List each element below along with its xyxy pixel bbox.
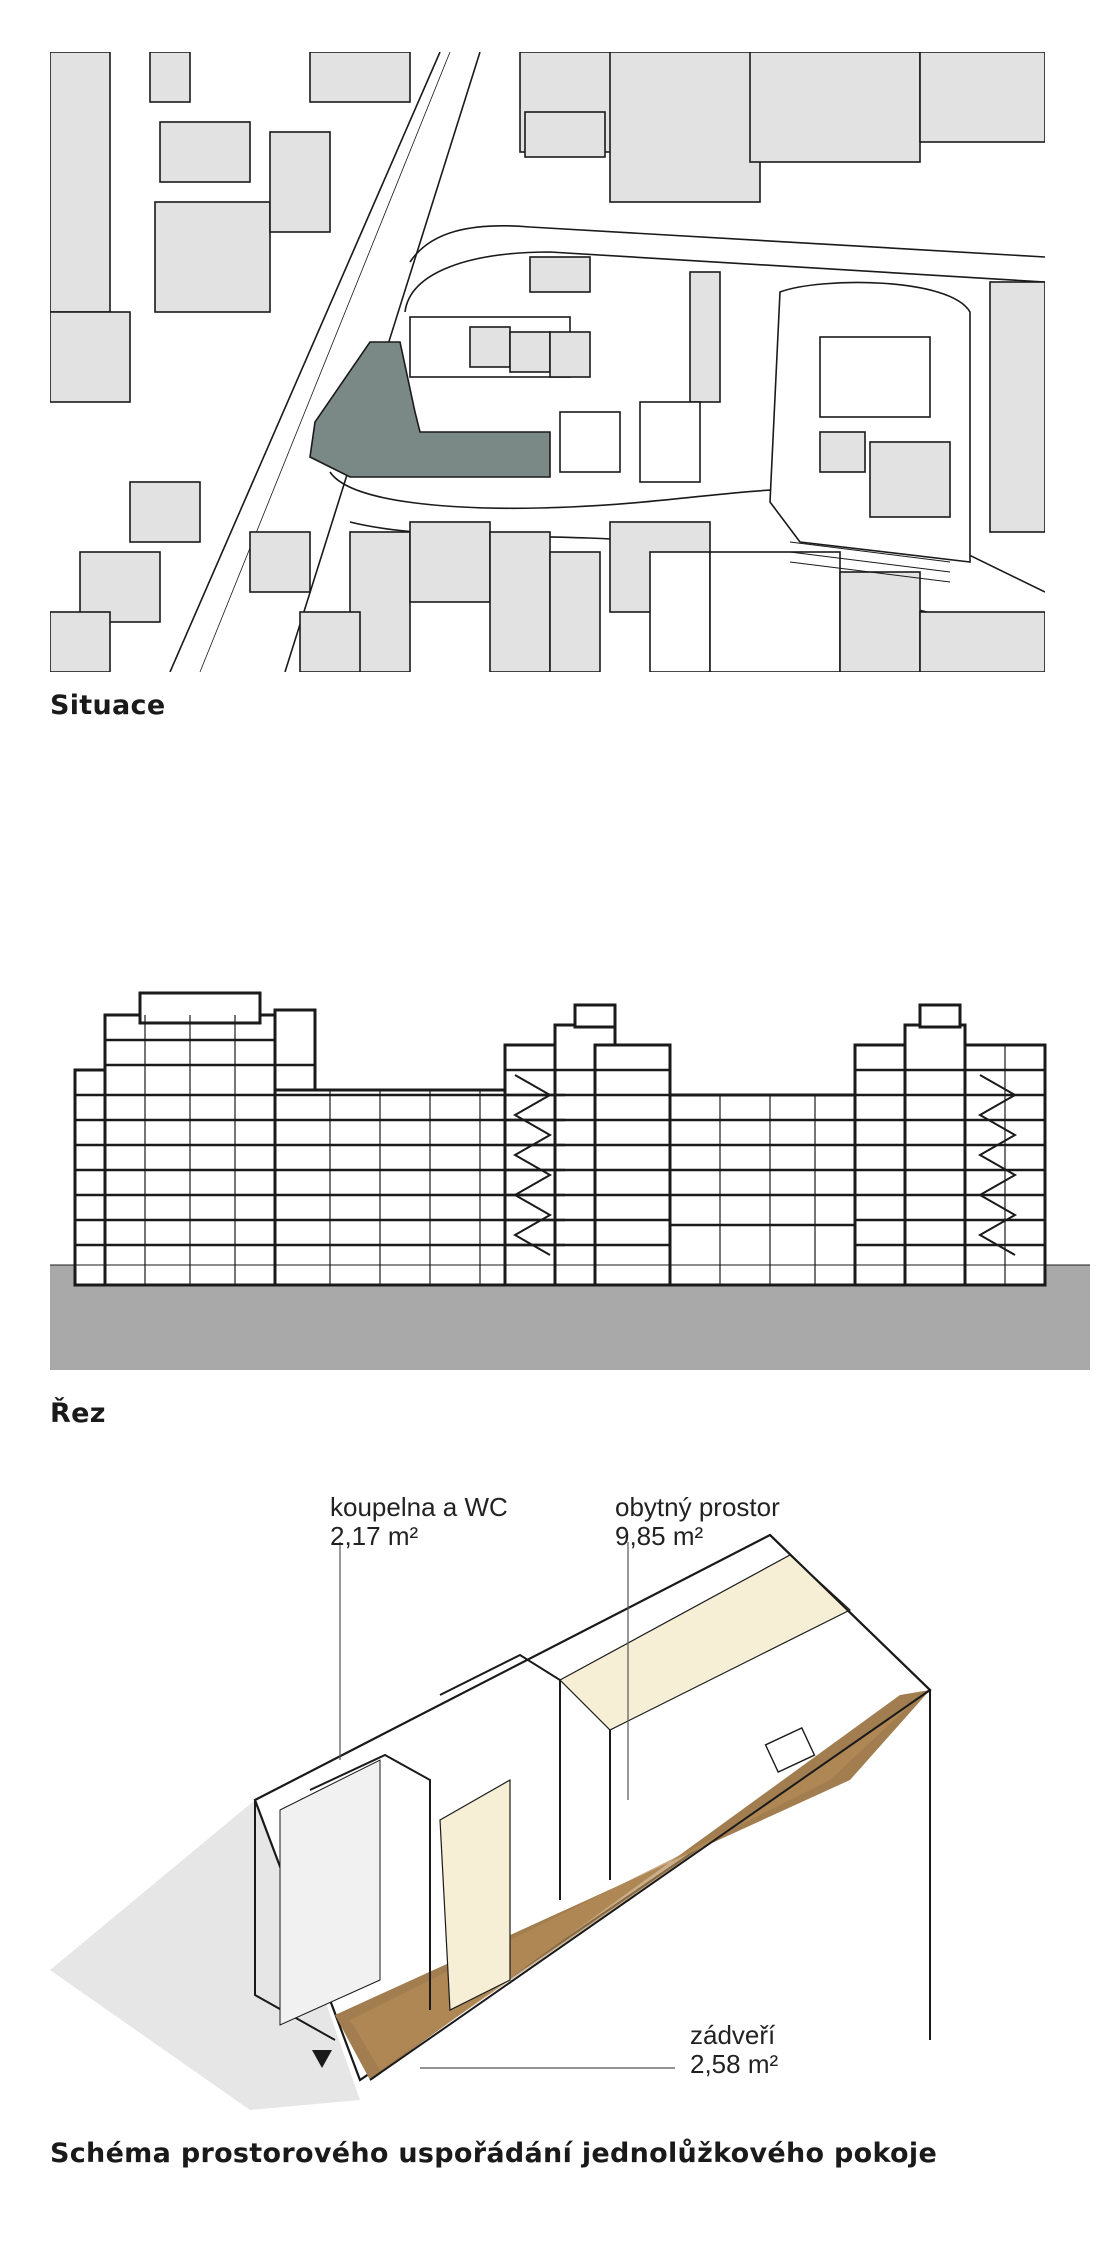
living-label [615,1493,780,1551]
site-plan-drawing [50,52,1045,672]
building-section-drawing [50,975,1090,1370]
bathroom-name: koupelna a WC [330,1492,508,1522]
bathroom-area: 2,17 m² [330,1521,419,1551]
bathroom-label [330,1493,508,1551]
entrance-area: 2,58 m² [690,2049,779,2079]
room-caption: Schéma prostorového uspořádání jednolůžkového pokoje [50,2138,938,2169]
living-area: 9,85 m² [615,1521,704,1551]
site-plan-caption: Situace [50,690,166,721]
site-plan [50,52,1045,672]
room-axonometric [50,1480,1060,2120]
room-axonometric-drawing [50,1480,1060,2120]
wardrobe [440,1780,510,2010]
entrance-label [690,2021,778,2079]
entrance-name: zádveří [690,2020,776,2050]
building-section [50,975,1090,1370]
living-name: obytný prostor [615,1492,780,1522]
left-wing [75,1070,105,1285]
section-caption: Řez [50,1398,106,1429]
